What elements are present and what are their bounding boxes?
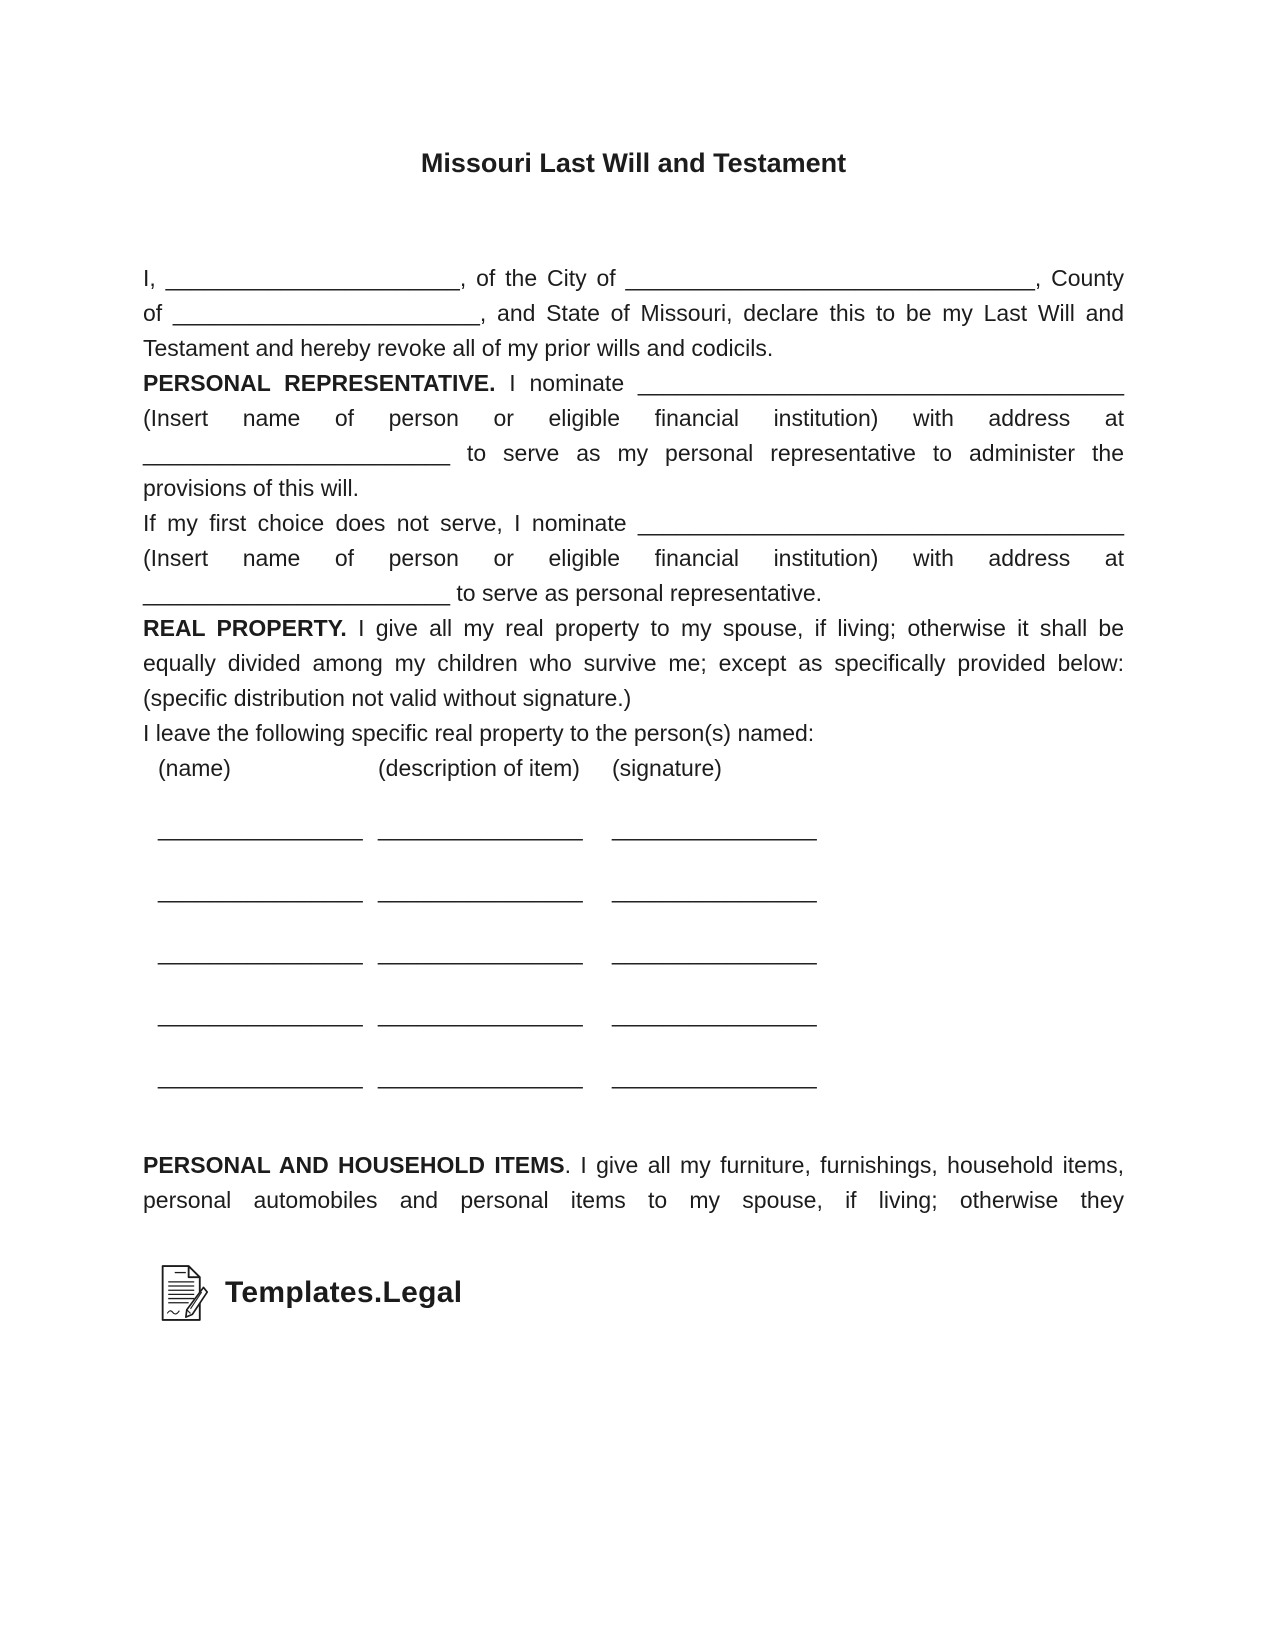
description-blank-field[interactable]: ________________ [378, 939, 583, 965]
personal-representative-paragraph [143, 366, 1124, 506]
table-row [143, 997, 1124, 1032]
table-header-row [143, 751, 1124, 786]
real-property-paragraph [143, 611, 1124, 716]
personal-household-body: . I give all my furniture, furnishings, household items, personal automobiles and personal items to my spouse, if living; otherwise they [143, 1152, 1124, 1213]
name-blank-field[interactable]: ________________ [158, 1001, 363, 1027]
alternate-representative-paragraph: If my first choice does not serve, I nominate ______________________________________ (Insert name of person or eligible financial institution) with address at ________________________ to serve as personal representative. [143, 510, 1124, 606]
page-title: Missouri Last Will and Testament [420, 148, 847, 178]
table-row [143, 935, 1124, 970]
signature-blank-field[interactable]: ________________ [612, 1063, 817, 1089]
signature-blank-field[interactable]: ________________ [612, 1001, 817, 1027]
document-pen-icon [158, 1262, 210, 1324]
description-blank-field[interactable]: ________________ [378, 1063, 583, 1089]
real-property-table [143, 751, 1124, 1094]
personal-representative-body: I nominate ______________________________________ (Insert name of person or eligible financial institution) with address at ________________________ to serve as my personal representative to administer the provisions of this will. [143, 370, 1124, 501]
table-rows [143, 811, 1124, 1094]
name-blank-field[interactable]: ________________ [158, 1063, 363, 1089]
description-blank-field[interactable]: ________________ [378, 877, 583, 903]
column-header-description: (description of item) [378, 755, 580, 781]
brand-name: Templates.Legal [225, 1276, 463, 1309]
table-row [143, 1059, 1124, 1094]
column-header-name: (name) [158, 755, 231, 781]
signature-blank-field[interactable]: ________________ [612, 939, 817, 965]
footer-logo [143, 1262, 1124, 1324]
signature-blank-field[interactable]: ________________ [612, 877, 817, 903]
description-blank-field[interactable]: ________________ [378, 1001, 583, 1027]
intro-paragraph: I, _______________________, of the City of ________________________________, County of ________________________, and State of Missouri, declare this to be my Last Will and Testament and hereby revoke all of my prior wills and codicils. [143, 265, 1124, 361]
personal-representative-heading: PERSONAL REPRESENTATIVE. [143, 370, 496, 396]
signature-blank-field[interactable]: ________________ [612, 815, 817, 841]
description-blank-field[interactable]: ________________ [378, 815, 583, 841]
name-blank-field[interactable]: ________________ [158, 939, 363, 965]
table-row [143, 811, 1124, 846]
name-blank-field[interactable]: ________________ [158, 877, 363, 903]
personal-household-heading: PERSONAL AND HOUSEHOLD ITEMS [143, 1152, 565, 1178]
real-property-heading: REAL PROPERTY. [143, 615, 347, 641]
column-header-signature: (signature) [612, 755, 722, 781]
personal-household-paragraph [143, 1148, 1124, 1218]
real-property-lead-in: I leave the following specific real property to the person(s) named: [143, 720, 815, 746]
real-property-body: I give all my real property to my spouse, if living; otherwise it shall be equally divided among my children who survive me; except as specifically provided below: (specific distribution not valid without signature.) [143, 615, 1125, 711]
table-row [143, 873, 1124, 908]
name-blank-field[interactable]: ________________ [158, 815, 363, 841]
